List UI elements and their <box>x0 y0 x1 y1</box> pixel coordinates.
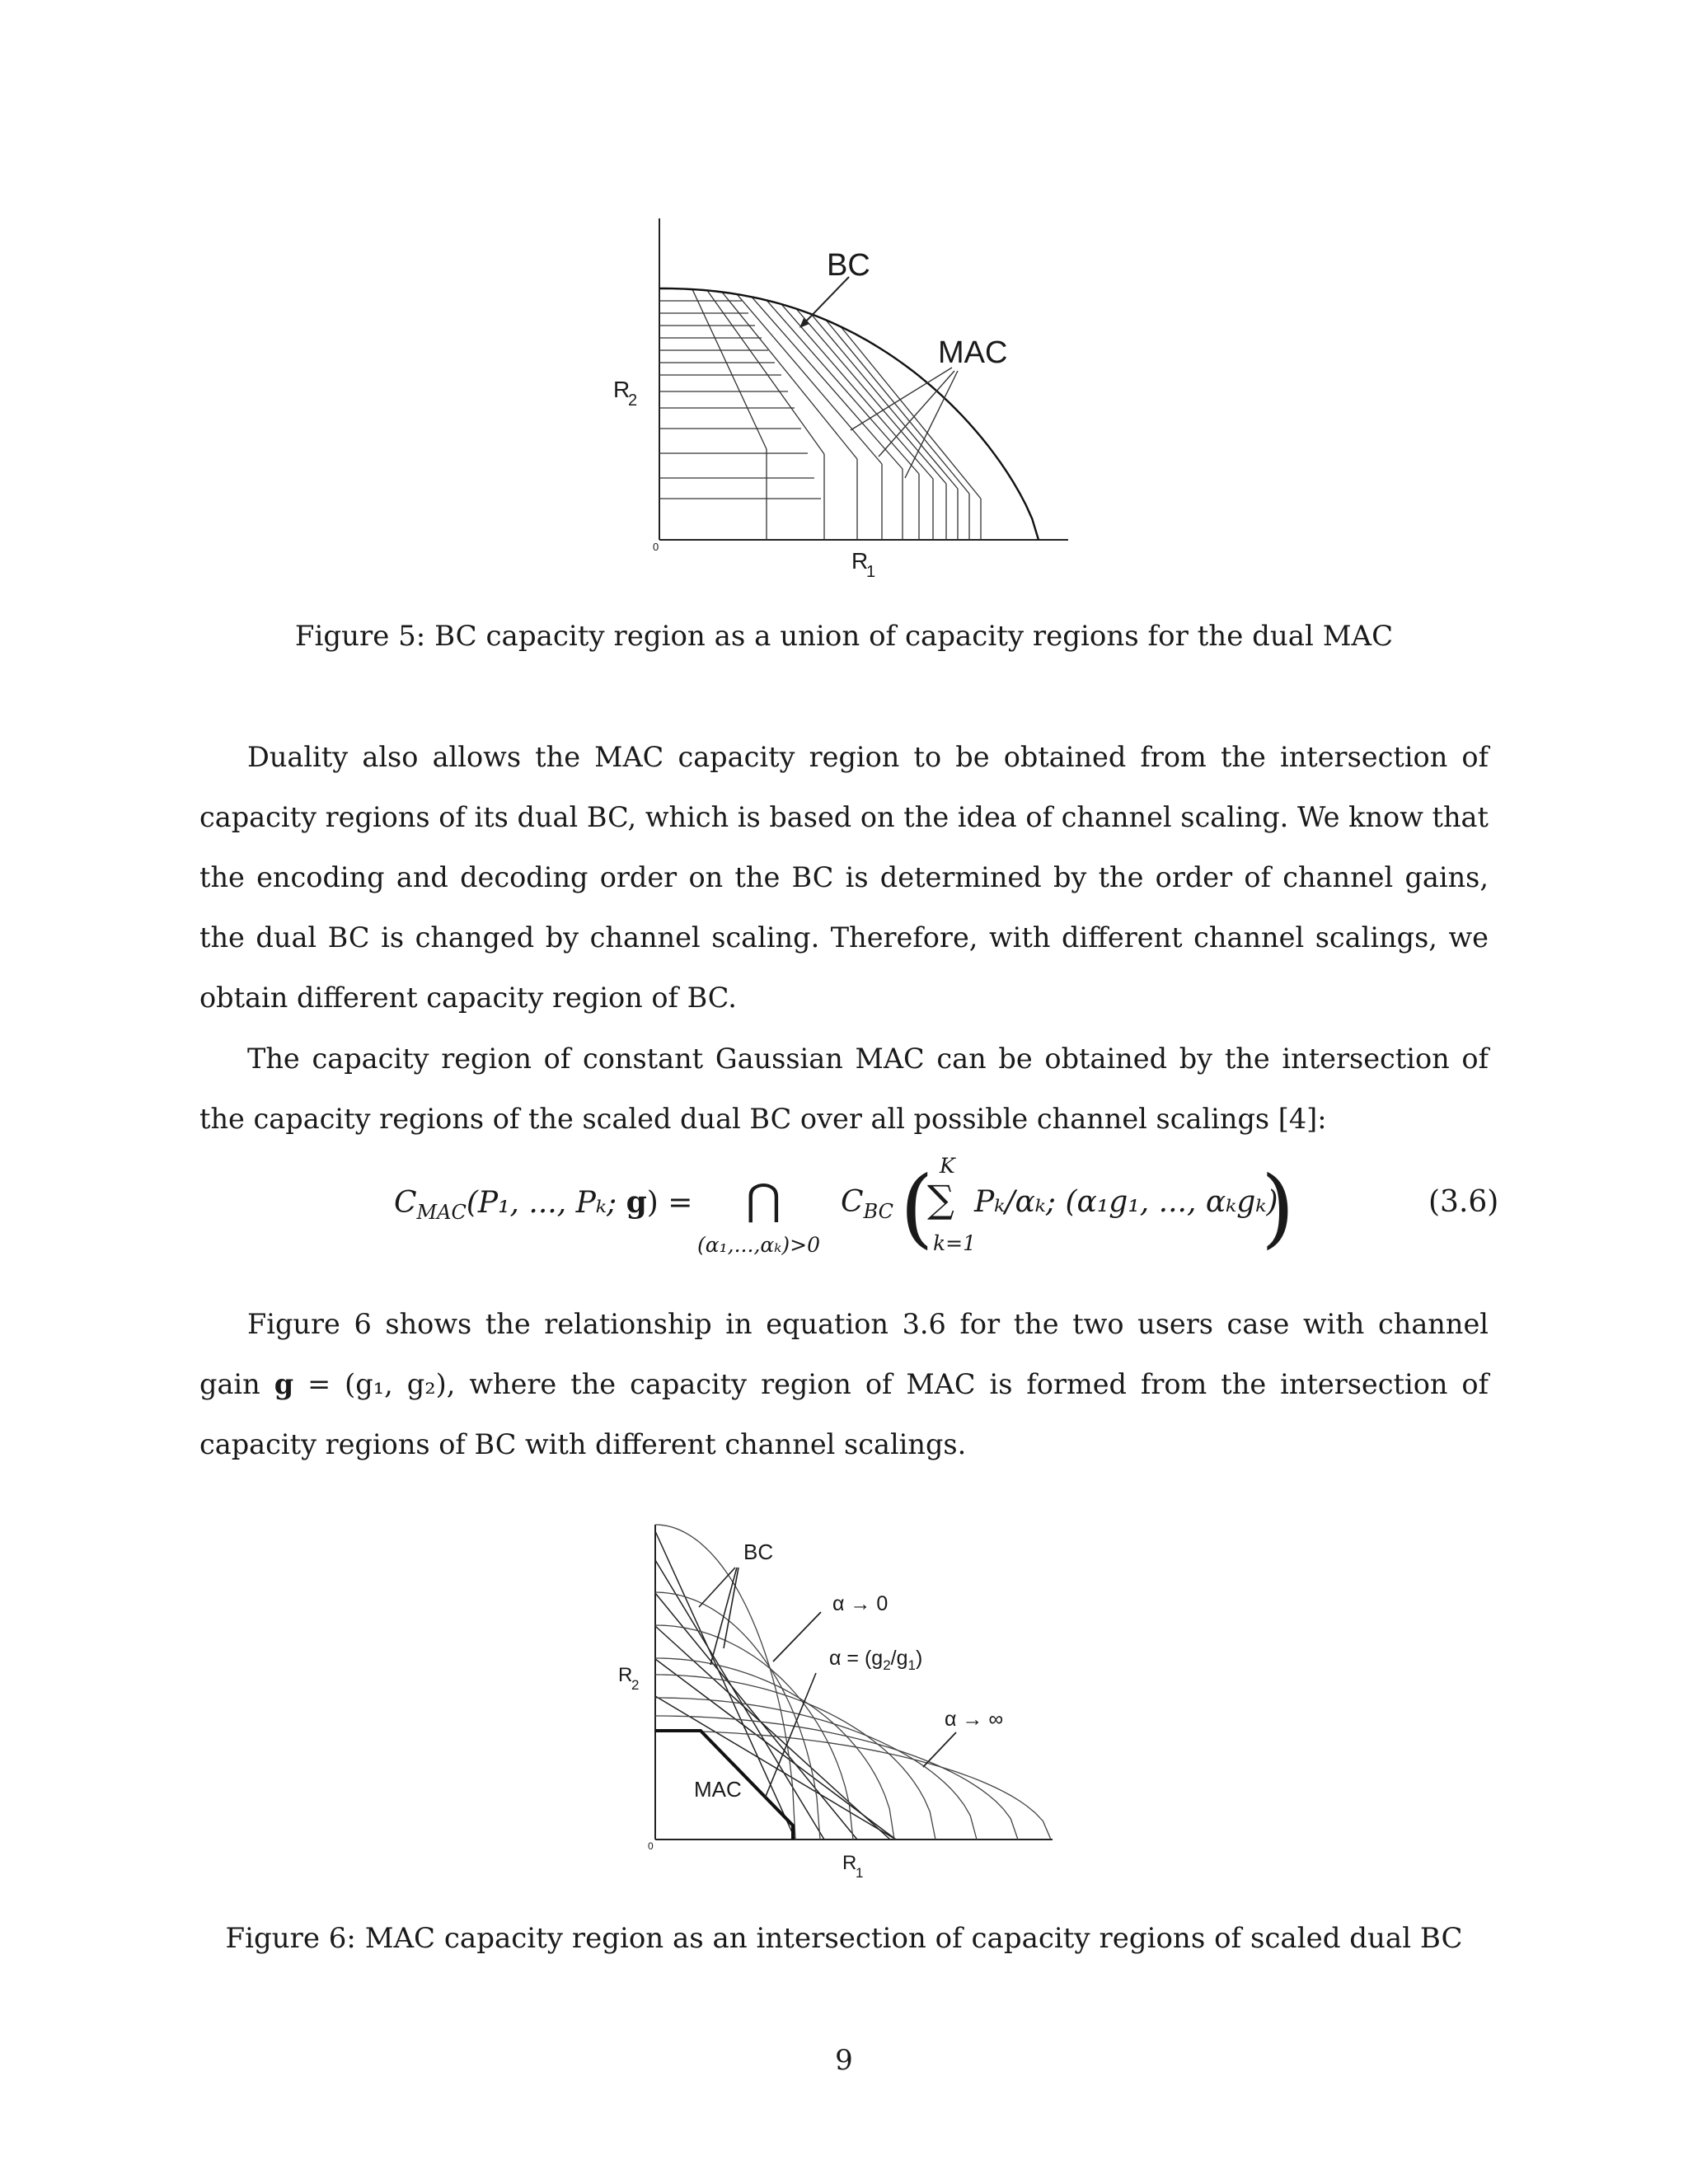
mac-label-6: MAC <box>694 1777 742 1802</box>
intersection-symbol: ⋂ <box>746 1175 781 1225</box>
figure-6-plot <box>577 1508 1088 1896</box>
sum-argument: Pₖ/αₖ; (α₁g₁, ..., αₖgₖ) <box>974 1185 1278 1219</box>
figure-6 <box>577 1508 1088 1896</box>
equation-3-6 <box>0 1154 1688 1269</box>
mac-diagonal-line <box>796 309 946 484</box>
right-paren: ) <box>1261 1157 1295 1258</box>
r1-label: R <box>851 548 869 574</box>
left-paren: ( <box>900 1157 934 1258</box>
paragraph-2: The capacity region of constant Gaussian MAC can be obtained by the intersection of the capacity regions of the scaled dual BC over all possible channel scalings [4]: <box>199 1043 1489 1135</box>
mac-regions <box>659 289 981 540</box>
r1-subscript: 1 <box>866 563 876 581</box>
mac-diagonal-line <box>707 290 824 454</box>
origin-label: 0 <box>653 541 659 553</box>
bc-label-6: BC <box>743 1540 774 1564</box>
bc-boundary <box>659 288 1039 540</box>
alpha0-label: α → 0 <box>832 1592 889 1615</box>
alpha-eq-label: $\alpha = (g_2/g_1)$ <box>829 1647 923 1673</box>
sum-upper: K <box>940 1154 955 1178</box>
origin-label-6: 0 <box>648 1840 654 1852</box>
mac-diagonal-line <box>722 292 857 459</box>
mac-diagonal-line <box>781 304 933 479</box>
paragraph-3: Figure 6 shows the relationship in equation 3.6 for the two users case with channel gain g = (g₁, g₂), where the capacity region of MAC is formed from the intersection of capacity regions of BC with different channel scalings. <box>199 1308 1489 1460</box>
equation-number: (3.6) <box>1428 1185 1499 1219</box>
mac-diagonal-line <box>752 297 903 469</box>
r2-label-6: R <box>618 1664 633 1686</box>
r1-label-6: R <box>842 1852 857 1874</box>
scaled-bc-line <box>655 1659 896 1840</box>
mac-diagonal-line <box>811 314 958 489</box>
scaled-bc-curve <box>655 1698 977 1840</box>
intersection-subscript: (α₁,...,αₖ)>0 <box>697 1233 820 1257</box>
bc-arrow-2 <box>710 1568 737 1665</box>
figure-6-caption: Figure 6: MAC capacity region as an intersection of capacity regions of scaled dual BC <box>225 1922 1463 1955</box>
mac-diagonal-line <box>767 300 919 474</box>
scaled-bc-line <box>655 1696 896 1840</box>
cbc-term: $C_{BC}$ <box>841 1185 893 1224</box>
figure-5 <box>577 206 1088 602</box>
sum-lower: k=1 <box>933 1231 977 1255</box>
alpha-inf-arrow <box>923 1732 956 1767</box>
mac-arrow-2 <box>879 371 954 457</box>
r2-subscript-6: 2 <box>631 1677 640 1693</box>
r1-subscript-6: 1 <box>856 1865 864 1881</box>
figure-5-plot <box>577 206 1088 602</box>
page-number: 9 <box>835 2044 853 2077</box>
mac-label: MAC <box>938 335 1008 370</box>
r2-subscript: 2 <box>628 391 638 410</box>
bc-arrow-1 <box>699 1568 735 1607</box>
mac-diagonal-line <box>737 294 882 464</box>
alpha-inf-label: α → ∞ <box>945 1708 1004 1731</box>
paragraph-1: Duality also allows the MAC capacity region to be obtained from the intersection of capacity regions of its dual BC, which is based on the idea of channel scaling. We know that the encoding and decoding order on the BC is determined by the order of channel gains, the dual BC is changed by channel scaling. Therefore, with different channel scalings, we obtain different capacity region of BC. <box>199 741 1489 1014</box>
bc-label: BC <box>827 248 870 283</box>
r2-label: R <box>613 377 631 402</box>
figure-5-caption: Figure 5: BC capacity region as a union of capacity regions for the dual MAC <box>294 620 1394 653</box>
equation-lhs: $C_{MAC}(P_1$, ..., Pₖ; g) = <box>394 1185 693 1225</box>
alpha0-arrow <box>773 1612 821 1661</box>
sum-symbol: ∑ <box>927 1177 954 1221</box>
